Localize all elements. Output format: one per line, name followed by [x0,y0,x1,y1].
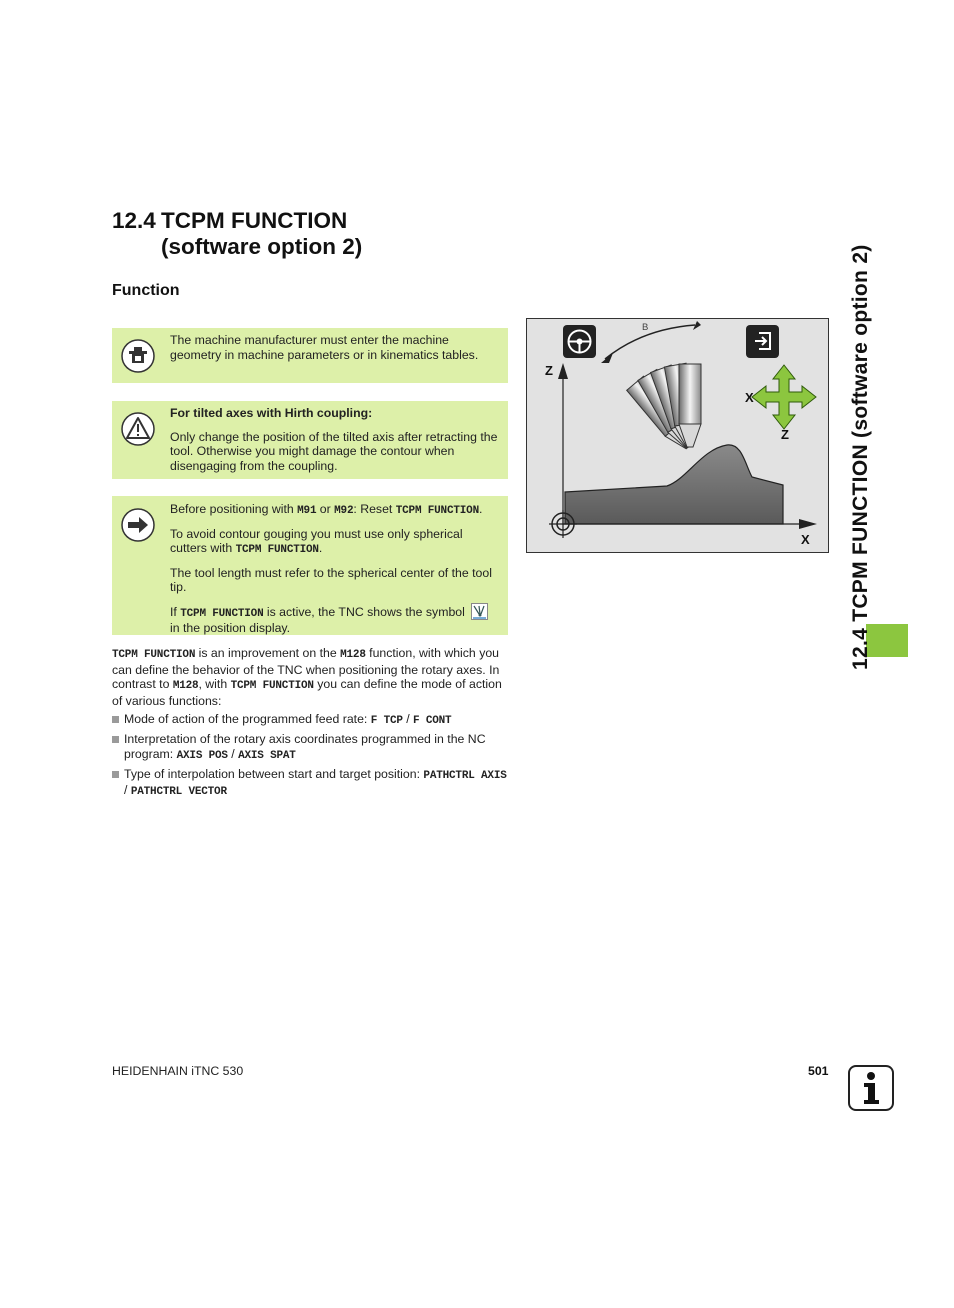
tcpm-intro-paragraph: TCPM FUNCTION is an improvement on the M128 function, with which you can define the behavior of the TNC when positioning the rotary axes. In contrast to M128, with TCPM FUNCTION you can define the mode of action of various functions: [112,646,502,708]
arrow-right-icon [121,508,155,542]
machine-manufacturer-note-text: The machine manufacturer must enter the machine geometry in machine parameters or in kinematics tables. [170,333,479,362]
chapter-title-line2: (software option 2) [161,234,363,259]
side-running-title: 12.4 TCPM FUNCTION (software option 2) [849,244,872,670]
tcpm-status-symbol-icon [471,603,488,620]
hirth-warning-note [112,401,508,479]
hirth-warning-heading: For tilted axes with Hirth coupling: [170,406,373,420]
rotation-arrow-left [601,353,613,363]
z-axis-label: Z [545,363,553,378]
four-way-arrows-icon [752,365,816,429]
chapter-number: 12.4 [112,208,156,233]
tcpm-tips-note [112,496,508,635]
warning-triangle-icon [121,412,155,446]
list-item: Interpretation of the rotary axis coordinates programmed in the NC program: AXIS POS / AXIS SPAT [112,732,508,763]
arrows-z-label: Z [781,427,789,442]
section-heading: Function [112,282,180,299]
tip-status-symbol: If TCPM FUNCTION is active, the TNC shows the symbol in the position display. [170,603,498,636]
tip-reset-tcpm: Before positioning with M91 or M92: Reset TCPM FUNCTION. [170,502,483,517]
steering-wheel-icon [563,325,596,358]
enter-key-icon [746,325,779,358]
footer-product: HEIDENHAIN iTNC 530 [112,1064,244,1078]
hirth-warning-text: Only change the position of the tilted axis after retracting the tool. Otherwise you might damage the contour when disengaging from the coupling. [170,429,498,473]
z-axis-arrow [558,363,568,379]
function-list [112,712,508,803]
tcpm-illustration [526,318,829,553]
tip-spherical-cutters: To avoid contour gouging you must use only spherical cutters with TCPM FUNCTION. [170,526,463,556]
rotary-axis-label: B [642,322,649,333]
workpiece [565,445,783,524]
tool-positions [627,363,701,454]
tip-tool-length: The tool length must refer to the spherical center of the tool tip. [170,565,492,594]
page-number: 501 [808,1064,829,1078]
list-item: Mode of action of the programmed feed rate: F TCP / F CONT [112,712,508,729]
machine-manufacturer-icon [121,339,155,373]
arrows-x-label: X [745,390,754,405]
machine-manufacturer-note [112,328,508,383]
chapter-title-line1: TCPM FUNCTION [161,208,348,233]
x-axis-arrow [799,519,817,529]
chapter-title [112,208,362,260]
list-item: Type of interpolation between start and target position: PATHCTRL AXIS / PATHCTRL VECTOR [112,767,508,800]
info-icon [848,1065,894,1111]
rotation-arc [605,325,695,359]
x-axis-label: X [801,532,810,547]
